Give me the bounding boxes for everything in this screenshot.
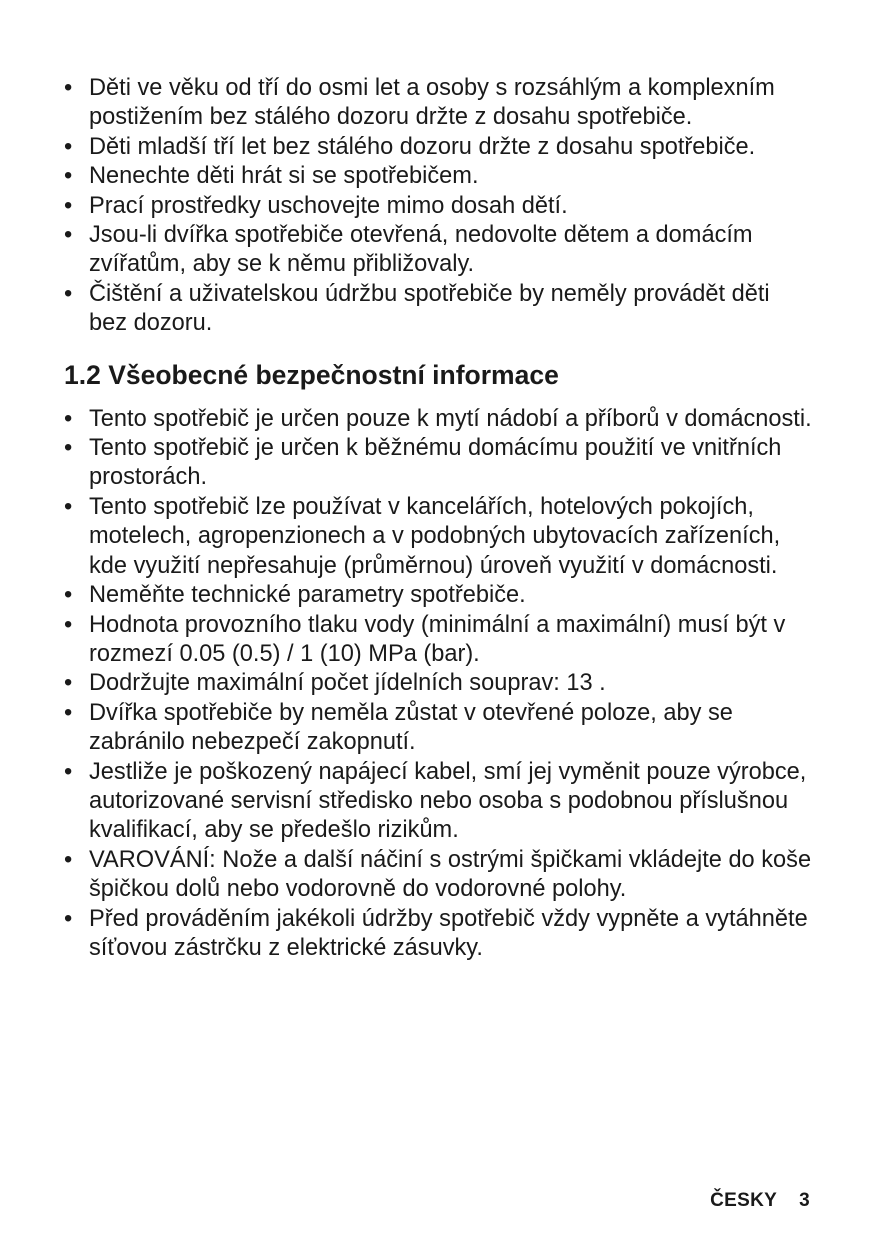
list-item-text: Čištění a uživatelskou údržbu spotřebiče by neměly provádět děti bez dozoru. [89, 280, 770, 337]
list-item [64, 581, 814, 610]
safety-list-children [64, 74, 814, 339]
bullet-icon: • [64, 846, 73, 873]
list-item-text: Tento spotřebič lze používat v kancelářích, hotelových pokojích, motelech, agropenzionech a v podobných ubytovacích zařízeních, kde využití nepřesahuje (průměrnou) úroveň využití v domácnosti. [89, 493, 781, 579]
bullet-icon: • [64, 75, 73, 101]
list-item-text: Před prováděním jakékoli údržby spotřebič vždy vypněte a vytáhněte síťovou zástrčku z elektrické zásuvky. [89, 905, 808, 961]
bullet-icon: • [64, 192, 73, 219]
list-item-text: Jsou-li dvířka spotřebiče otevřená, nedovolte dětem a domácím zvířatům, aby se k němu přibližovaly. [89, 222, 753, 278]
list-item [64, 280, 814, 339]
section-heading: 1.2 Všeobecné bezpečnostní informace [64, 359, 559, 390]
list-item-text: Děti mladší tří let bez stálého dozoru držte z dosahu spotřebiče. [89, 133, 756, 160]
bullet-icon: • [64, 758, 73, 785]
list-item-text: Jestliže je poškozený napájecí kabel, smí jej vyměnit pouze výrobce, autorizované servisní středisko nebo osoba s podobnou příslušnou kvalifikací, aby se předešlo rizikům. [89, 758, 807, 844]
bullet-icon: • [64, 280, 73, 307]
list-item [64, 846, 814, 905]
bullet-icon: • [64, 699, 73, 726]
bullet-icon: • [64, 163, 73, 190]
page-footer [710, 1190, 810, 1212]
list-item-text: Dodržujte maximální počet jídelních souprav: 13 . [89, 670, 606, 697]
page-number: 3 [799, 1190, 810, 1211]
footer-language: ČESKY [710, 1190, 778, 1211]
list-item-text: Nenechte děti hrát si se spotřebičem. [89, 163, 479, 190]
list-item-text: Neměňte technické parametry spotřebiče. [89, 582, 526, 609]
list-item-text: VAROVÁNÍ: Nože a další náčiní s ostrými špičkami vkládejte do koše špičkou dolů nebo vodorovně do vodorovné polohy. [89, 846, 812, 903]
list-item [64, 699, 814, 758]
page-content [64, 74, 814, 963]
list-item [64, 434, 814, 493]
list-item [64, 611, 814, 670]
list-item-text: Hodnota provozního tlaku vody (minimální a maximální) musí být v rozmezí 0.05 (0.5) / 1 (10) MPa (bar). [89, 611, 786, 667]
bullet-icon: • [64, 133, 73, 160]
bullet-icon: • [64, 405, 73, 432]
list-item [64, 669, 814, 698]
list-item [64, 758, 814, 846]
list-item [64, 162, 814, 191]
list-item [64, 133, 814, 162]
bullet-icon: • [64, 493, 73, 520]
list-item [64, 221, 814, 280]
list-item-text: Prací prostředky uschovejte mimo dosah dětí. [89, 192, 568, 219]
bullet-icon: • [64, 670, 73, 697]
list-item [64, 405, 814, 434]
bullet-icon: • [64, 611, 73, 638]
list-item [64, 192, 814, 221]
list-item-text: Děti ve věku od tří do osmi let a osoby s rozsáhlým a komplexním postižením bez stálého dozoru držte z dosahu spotřebiče. [89, 75, 775, 131]
bullet-icon: • [64, 905, 73, 932]
safety-list-general [64, 405, 814, 964]
list-item [64, 905, 814, 964]
bullet-icon: • [64, 222, 73, 249]
list-item-text: Tento spotřebič je určen k běžnému domácímu použití ve vnitřních prostorách. [89, 435, 782, 491]
list-item-text: Dvířka spotřebiče by neměla zůstat v otevřené poloze, aby se zabránilo nebezpečí zakopnutí. [89, 699, 733, 756]
list-item [64, 493, 814, 581]
list-item [64, 74, 814, 133]
bullet-icon: • [64, 582, 73, 609]
list-item-text: Tento spotřebič je určen pouze k mytí nádobí a příborů v domácnosti. [89, 405, 812, 432]
bullet-icon: • [64, 435, 73, 462]
